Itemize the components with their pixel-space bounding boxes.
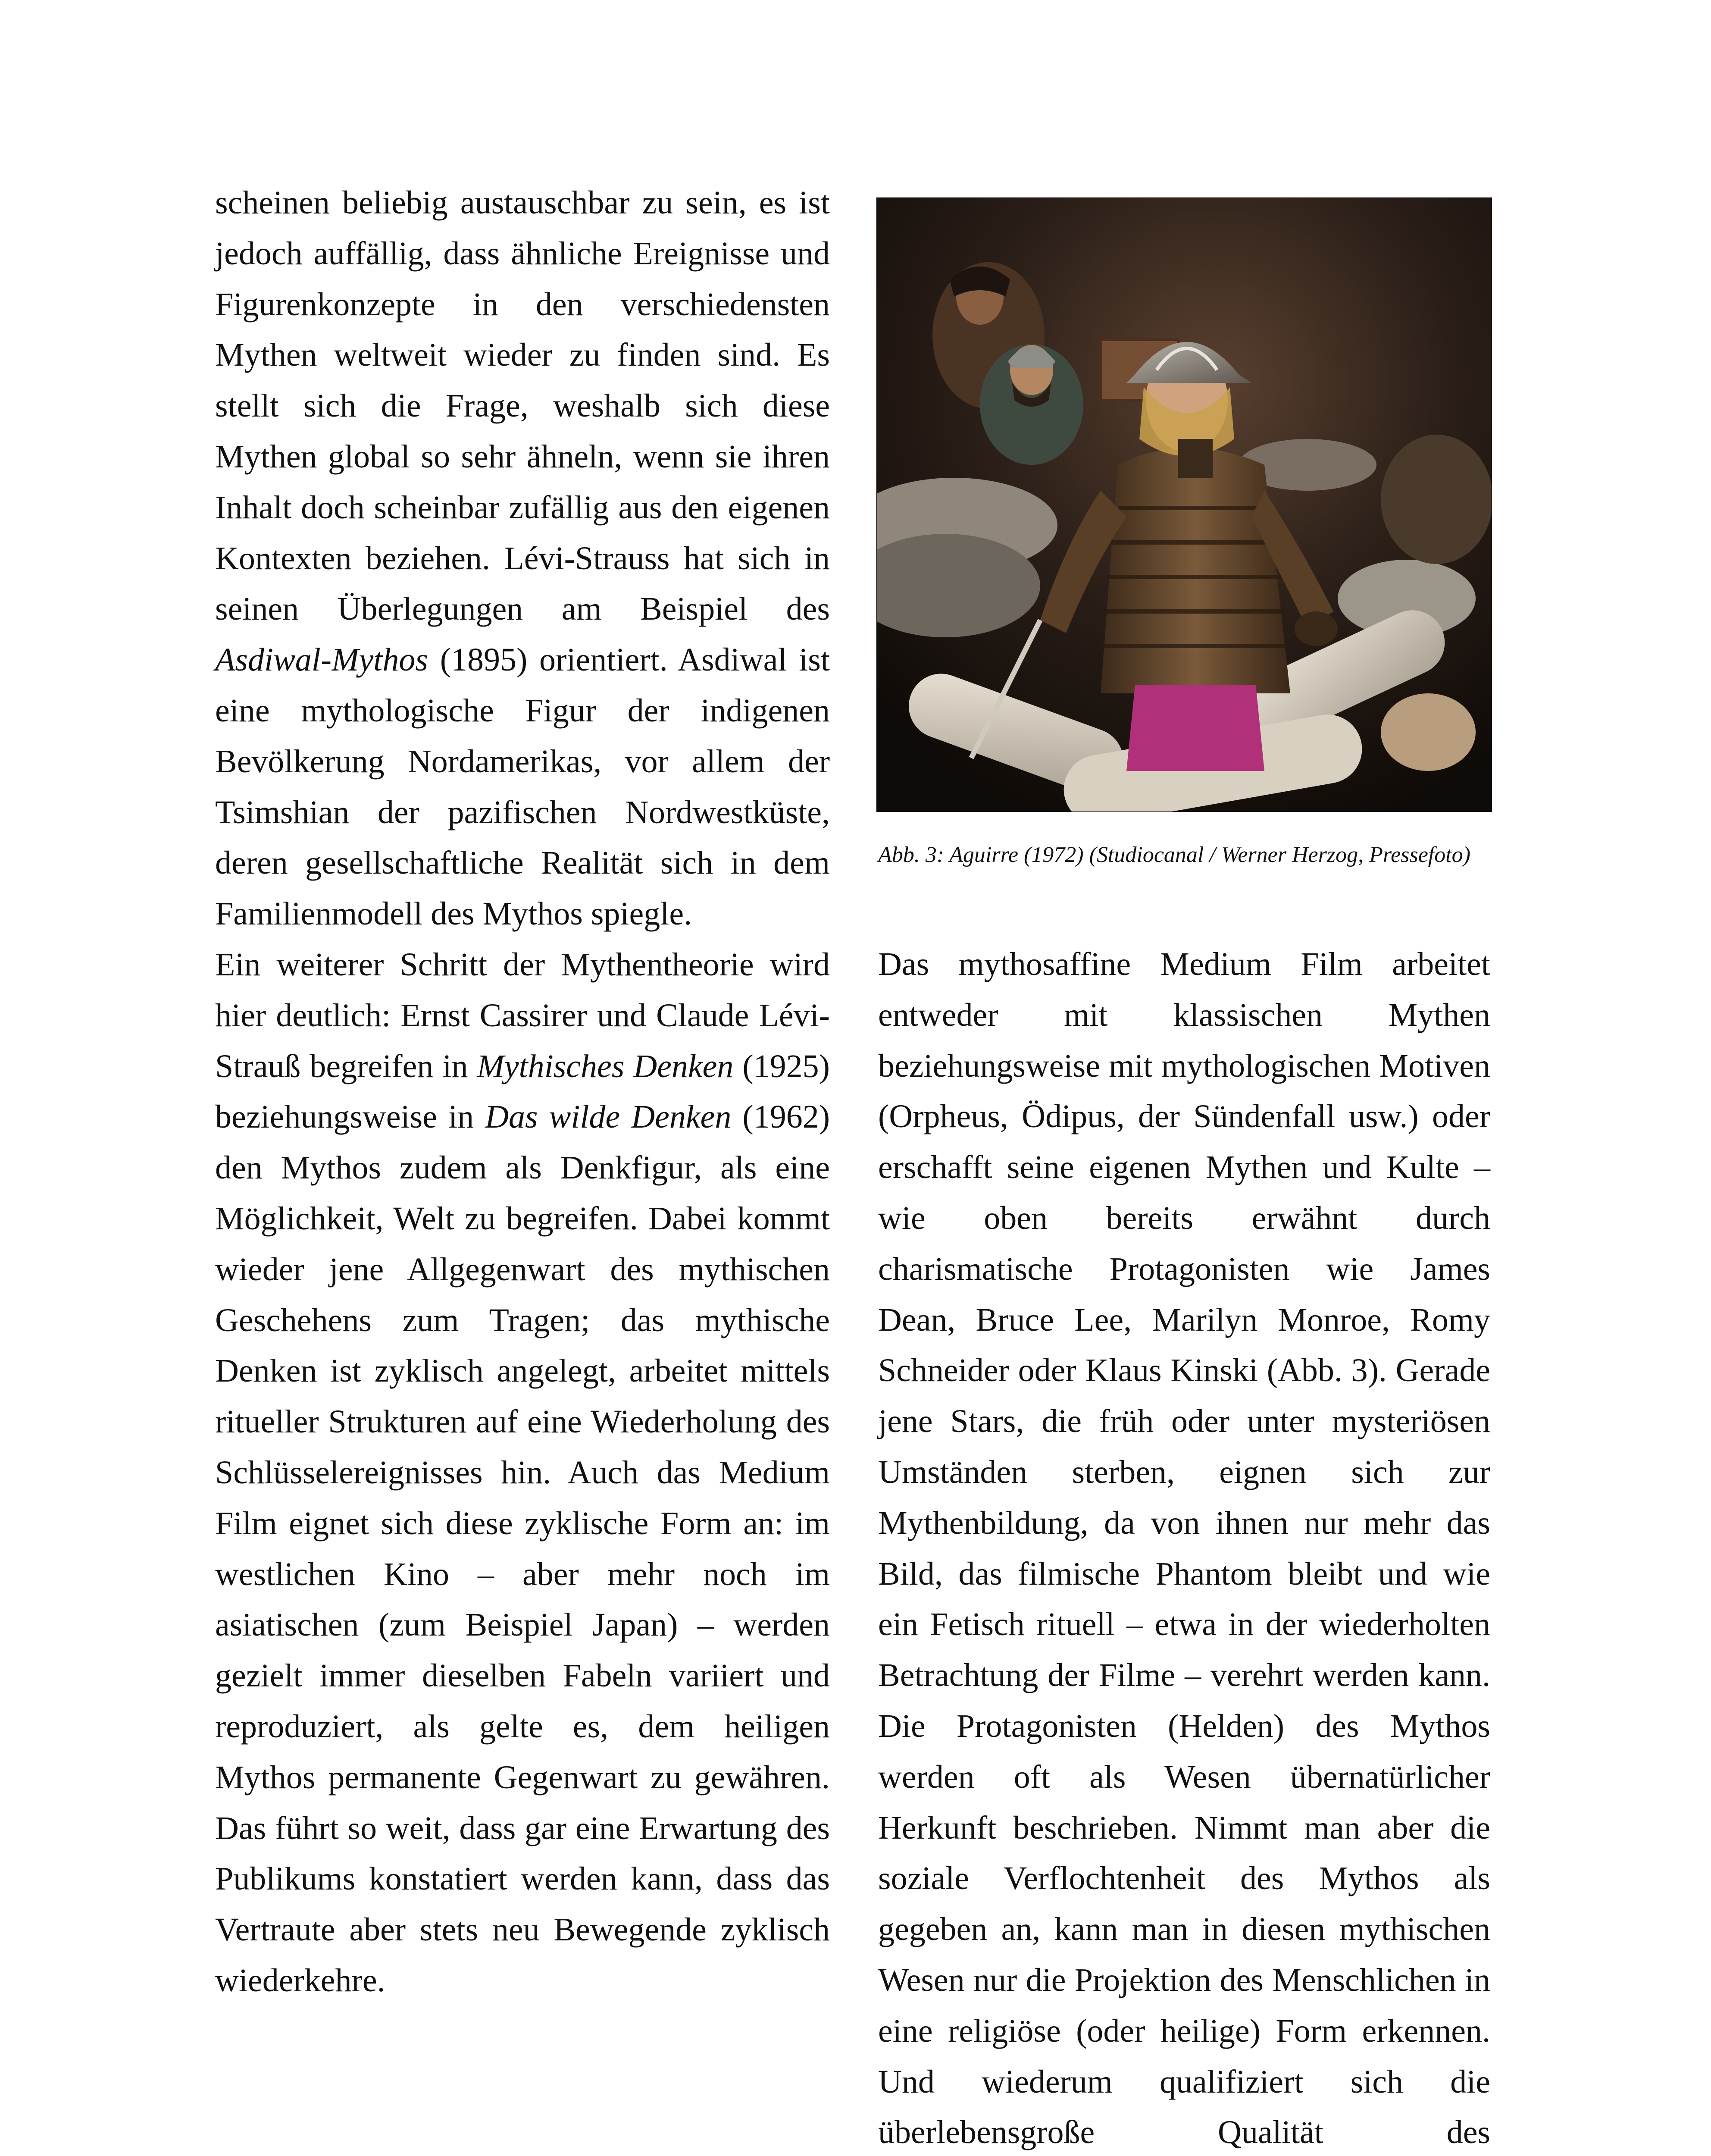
left-paragraph-1: scheinen beliebig austauschbar zu sein, es ist jedoch auffällig, dass ähnliche Ereignisse und Figurenkonzepte in den verschiedensten Mythen weltweit wieder zu finden sind. Es stellt sich die Frage, weshalb sich diese Mythen global so sehr ähneln, wenn sie ihren Inhalt doch scheinbar zufällig aus den eigenen Kontexten beziehen. Lévi-Strauss hat sich in seinen Überlegungen am Beispiel des Asdiwal-Mythos (1895) orientiert. Asdiwal ist eine mythologische Figur der indigenen Bevölkerung Nordamerikas, vor allem der Tsimshian der pazifischen Nordwestküste, deren gesellschaftliche Realität sich in dem Familienmodell des Mythos spiegle. xyxy=(215,185,830,932)
right-text-column xyxy=(878,939,1490,2156)
left-paragraph-2: Ein weiterer Schritt der Mythentheorie wird hier deutlich: Ernst Cassirer und Claude Lévi-Strauß begreifen in Mythisches Denken (1925) beziehungsweise in Das wilde Denken (1962) den Mythos zudem als Denkfigur, als eine Möglichkeit, Welt zu begreifen. Dabei kommt wieder jene Allgegenwart des mythischen Geschehens zum Tragen; das mythische Denken ist zyklisch angelegt, arbeitet mittels ritueller Strukturen auf eine Wiederholung des Schlüsselereignisses hin. Auch das Medium Film eignet sich diese zyklische Form an: im westlichen Kino – aber mehr noch im asiatischen (zum Beispiel Japan) – werden gezielt immer dieselben Fabeln variiert und reproduziert, als gelte es, dem heiligen Mythos permanente Gegenwart zu gewähren. Das führt so weit, dass gar eine Erwartung des Publikums konstatiert werden kann, dass das Vertraute aber stets neu Bewegende zyklisch wiederkehre. xyxy=(215,946,830,1999)
figure-caption: Abb. 3: Aguirre (1972) (Studiocanal / Werner Herzog, Pressefoto) xyxy=(878,843,1470,867)
right-paragraph-1: Das mythosaffine Medium Film arbeitet entweder mit klassischen Mythen beziehungsweise mit mythologischen Motiven (Orpheus, Ödipus, der Sündenfall usw.) oder erschafft seine eigenen Mythen und Kulte – wie oben bereits erwähnt durch charismatische Protagonisten wie James Dean, Bruce Lee, Marilyn Monroe, Romy Schneider oder Klaus Kinski (Abb. 3). Gerade jene Stars, die früh oder unter mysteriösen Umständen sterben, eignen sich zur Mythenbildung, da von ihnen nur mehr das Bild, das filmische Phantom bleibt und wie ein Fetisch rituell – etwa in der wiederholten Betrachtung der Filme – verehrt werden kann. Die Protagonisten (Helden) des Mythos werden oft als Wesen übernatürlicher Herkunft beschrieben. Nimmt man aber die soziale Verflochtenheit des Mythos als gegeben an, kann man in diesen mythischen Wesen nur die Projektion des Menschlichen in eine religiöse (oder heilige) Form erkennen. Und wiederum qualifiziert sich die überlebensgroße Qualität des xyxy=(878,946,1490,2151)
photo-illustration xyxy=(876,197,1492,812)
left-text-column xyxy=(215,178,830,2006)
figure-photo xyxy=(876,197,1492,812)
